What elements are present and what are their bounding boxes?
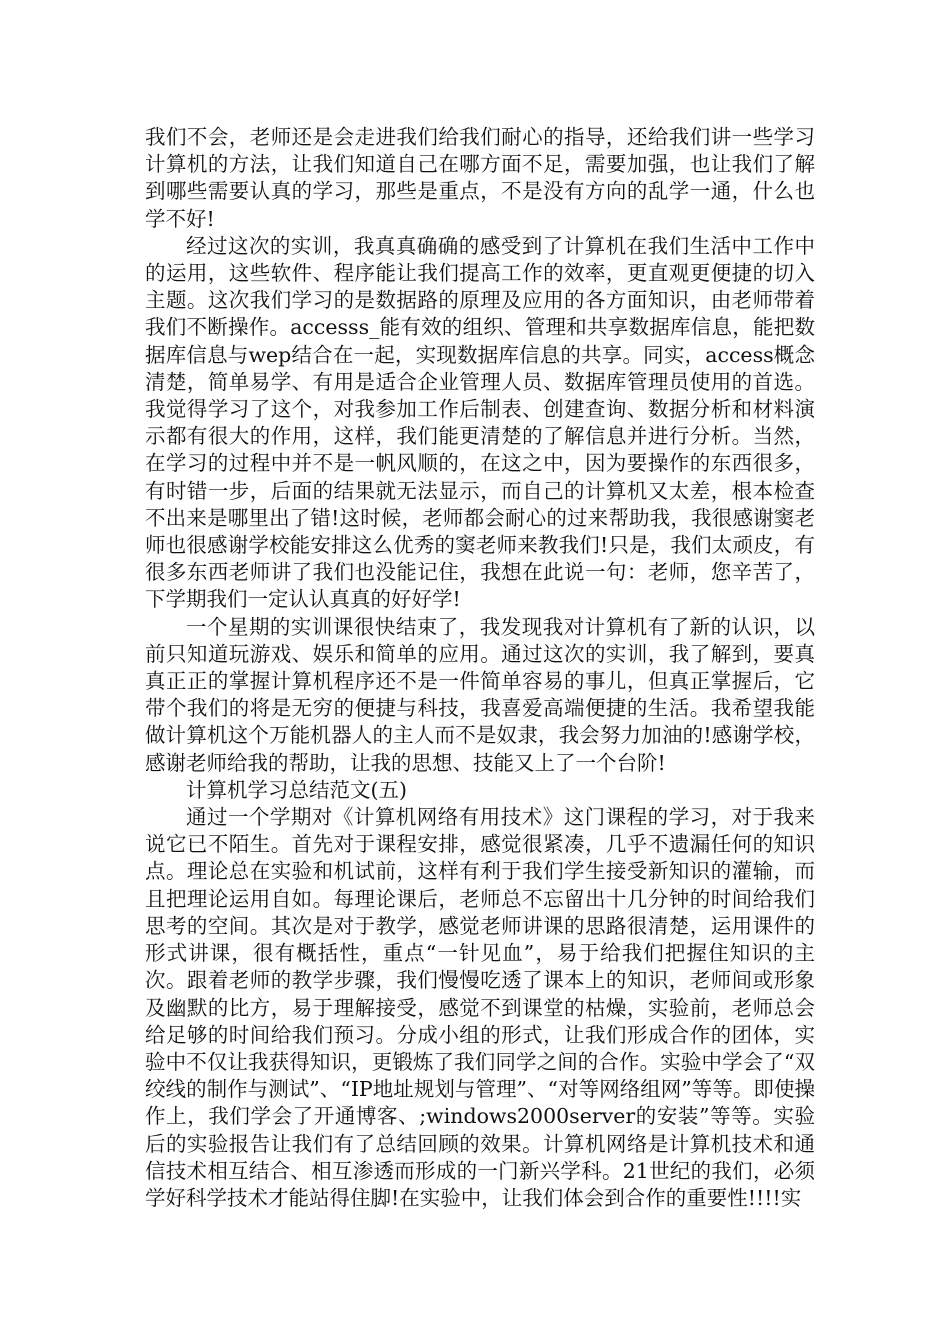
body-paragraph-1: 我们不会，老师还是会走进我们给我们耐心的指导，还给我们讲一些学习计算机的方法，让我们知道自己在哪方面不足，需要加强，也让我们了解到哪些需要认真的学习，那些是重点，不是没有方向的乱学一通，什么也学不好! [145, 125, 815, 231]
body-paragraph-3: 一个星期的实训课很快结束了，我发现我对计算机有了新的认识，以前只知道玩游戏、娱乐和简单的应用。通过这次的实训，我了解到，要真真正正的掌握计算机程序还不是一件简单容易的事儿，但真正掌握后，它带个我们的将是无穷的便捷与科技，我喜爱高端便捷的生活。我希望我能做计算机这个万能机器人的主人而不是奴隶，我会努力加油的!感谢学校，感谢老师给我的帮助，让我的思想、技能又上了一个台阶! [145, 614, 815, 775]
body-paragraph-4: 通过一个学期对《计算机网络有用技术》这门课程的学习，对于我来说它已不陌生。首先对于课程安排，感觉很紧凑，几乎不遗漏任何的知识点。理论总在实验和机试前，这样有利于我们学生接受新知识的灌输，而且把理论运用自如。每理论课后，老师总不忘留出十几分钟的时间给我们思考的空间。其次是对于教学，感觉老师讲课的思路很清楚，运用课件的形式讲课，很有概括性，重点“一针见血”，易于给我们把握住知识的主次。跟着老师的教学步骤，我们慢慢吃透了课本上的知识，老师间或形象及幽默的比方，易于理解接受，感觉不到课堂的枯燥，实验前，老师总会给足够的时间给我们预习。分成小组的形式，让我们形成合作的团体，实验中不仅让我获得知识，更锻炼了我们同学之间的合作。实验中学会了“双绞线的制作与测试”、“IP地址规划与管理”、“对等网络组网”等等。即使操作上，我们学会了开通博客、;windows2000server的安装”等等。实验后的实验报告让我们有了总结回顾的效果。计算机网络是计算机技术和通信技术相互结合、相互渗透而形成的一门新兴学科。21世纪的我们，必须学好科学技术才能站得住脚!在实验中，让我们体会到合作的重要性!!!!实 [145, 805, 815, 1210]
section-heading: 计算机学习总结范文(五) [186, 777, 407, 802]
document-page [145, 124, 815, 1212]
body-paragraph-2: 经过这次的实训，我真真确确的感受到了计算机在我们生活中工作中的运用，这些软件、程序能让我们提高工作的效率，更直观更便捷的切入主题。这次我们学习的是数据路的原理及应用的各方面知识，由老师带着我们不断操作。accesss_能有效的组织、管理和共享数据库信息，能把数据库信息与wep结合在一起，实现数据库信息的共享。同实，access概念清楚，简单易学、有用是适合企业管理人员、数据库管理员使用的首选。我觉得学习了这个，对我参加工作后制表、创建查询、数据分析和材料演示都有很大的作用，这样，我们能更清楚的了解信息并进行分析。当然，在学习的过程中并不是一帆风顺的，在这之中，因为要操作的东西很多，有时错一步，后面的结果就无法显示，而自己的计算机又太差，根本检查不出来是哪里出了错!这时候，老师都会耐心的过来帮助我，我很感谢窦老师也很感谢学校能安排这么优秀的窦老师来教我们!只是，我们太顽皮，有很多东西老师讲了我们也没能记住，我想在此说一句：老师，您辛苦了，下学期我们一定认认真真的好好学! [145, 233, 815, 612]
